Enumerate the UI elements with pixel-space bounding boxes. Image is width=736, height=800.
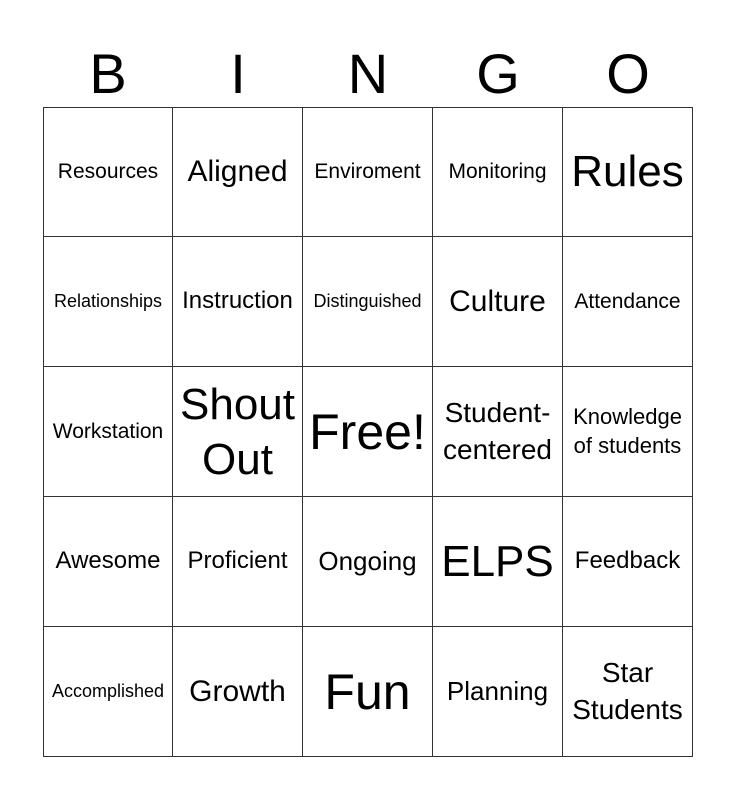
- cell-label: ELPS: [441, 536, 554, 586]
- bingo-cell[interactable]: [563, 107, 693, 237]
- header-letter-o: O: [606, 42, 650, 105]
- bingo-cell[interactable]: [563, 367, 693, 497]
- bingo-board: [43, 107, 693, 757]
- cell-label: Ongoing: [318, 545, 417, 576]
- bingo-cell[interactable]: [173, 237, 303, 367]
- bingo-cell[interactable]: [303, 627, 433, 757]
- cell-label: Feedback: [574, 547, 681, 575]
- bingo-cell[interactable]: [43, 497, 173, 627]
- cell-label: Student- centered: [443, 397, 552, 465]
- cell-label: Knowledge of students: [573, 403, 682, 458]
- cell-label: Instruction: [182, 287, 293, 315]
- cell-label: Growth: [189, 674, 286, 708]
- bingo-cell[interactable]: [563, 237, 693, 367]
- cell-label: Distinguished: [313, 291, 422, 312]
- bingo-cell[interactable]: [433, 367, 563, 497]
- cell-label: Resources: [57, 160, 159, 184]
- bingo-cell[interactable]: [43, 107, 173, 237]
- bingo-cell[interactable]: [173, 627, 303, 757]
- cell-label: Relationships: [53, 291, 163, 312]
- bingo-cell[interactable]: [43, 627, 173, 757]
- bingo-cell[interactable]: [433, 497, 563, 627]
- free-space-label: Free!: [309, 403, 426, 460]
- free-space-cell[interactable]: [303, 367, 433, 497]
- bingo-cell[interactable]: [303, 107, 433, 237]
- cell-label: Enviroment: [314, 160, 421, 184]
- header-letter-n: N: [347, 42, 389, 105]
- bingo-cell[interactable]: [43, 367, 173, 497]
- bingo-cell[interactable]: [433, 107, 563, 237]
- cell-label: Planning: [446, 675, 549, 706]
- bingo-cell[interactable]: [563, 627, 693, 757]
- cell-label: Culture: [449, 284, 546, 318]
- bingo-cell[interactable]: [433, 237, 563, 367]
- cell-label: Attendance: [574, 289, 681, 313]
- cell-label: Star Students: [572, 657, 683, 725]
- bingo-cell[interactable]: [433, 627, 563, 757]
- bingo-cell[interactable]: [173, 107, 303, 237]
- bingo-cell[interactable]: [563, 497, 693, 627]
- cell-label: Rules: [571, 147, 684, 197]
- cell-label: Monitoring: [448, 160, 547, 184]
- bingo-cell[interactable]: [43, 237, 173, 367]
- cell-label: Shout Out: [180, 379, 295, 484]
- header-letter-b: B: [89, 42, 127, 105]
- bingo-cell[interactable]: [303, 497, 433, 627]
- cell-label: Awesome: [55, 547, 161, 575]
- cell-label: Aligned: [187, 155, 288, 189]
- bingo-cell[interactable]: [173, 367, 303, 497]
- bingo-header: [43, 40, 693, 108]
- header-letter-i: I: [230, 42, 246, 105]
- cell-label: Proficient: [187, 547, 288, 575]
- header-letter-g: G: [476, 42, 520, 105]
- cell-label: Workstation: [52, 419, 164, 443]
- cell-label: Fun: [324, 663, 411, 720]
- bingo-cell[interactable]: [303, 237, 433, 367]
- bingo-cell[interactable]: [173, 497, 303, 627]
- cell-label: Accomplished: [51, 681, 165, 702]
